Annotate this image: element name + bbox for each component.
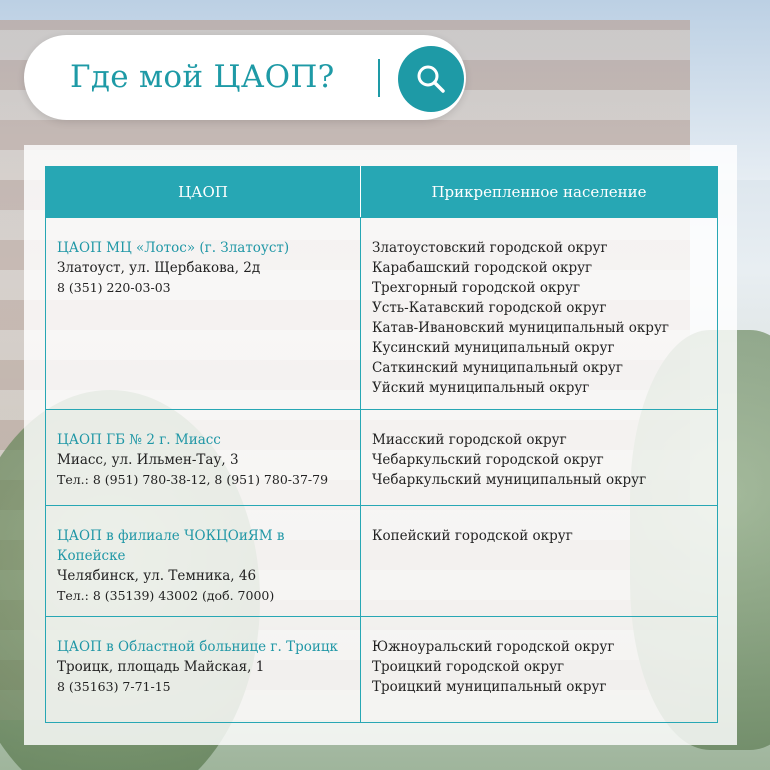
caop-cell xyxy=(46,506,361,617)
population-item: Уйский муниципальный округ xyxy=(372,380,590,396)
search-button[interactable] xyxy=(398,46,464,112)
table-row xyxy=(46,506,718,617)
divider xyxy=(378,59,380,97)
population-cell xyxy=(361,506,718,617)
caop-cell xyxy=(46,617,361,723)
caop-address: Челябинск, ул. Темника, 46 xyxy=(57,568,257,584)
caop-phone: Тел.: 8 (951) 780-38-12, 8 (951) 780-37-79 xyxy=(57,472,329,487)
table-row xyxy=(46,218,718,410)
caop-address: Златоуст, ул. Щербакова, 2д xyxy=(57,260,261,276)
population-cell xyxy=(361,617,718,723)
caop-address: Троицк, площадь Майская, 1 xyxy=(57,659,265,675)
population-cell xyxy=(361,410,718,506)
table-row xyxy=(46,617,718,723)
caop-phone: Тел.: 8 (35139) 43002 (доб. 7000) xyxy=(57,588,275,603)
population-item: Чебаркульский муниципальный округ xyxy=(372,472,647,488)
caop-cell xyxy=(46,410,361,506)
caop-name: ЦАОП в Областной больнице г. Троицк xyxy=(57,639,338,655)
population-item: Кусинский муниципальный округ xyxy=(372,340,615,356)
population-item: Усть-Катавский городской округ xyxy=(372,300,607,316)
search-icon xyxy=(415,63,447,95)
column-header-population: Прикрепленное население xyxy=(361,167,718,218)
search-header xyxy=(24,35,466,120)
population-item: Миасский городской округ xyxy=(372,432,567,448)
table-row xyxy=(46,410,718,506)
population-item: Южноуральский городской округ xyxy=(372,639,615,655)
page-title: Где мой ЦАОП? xyxy=(70,59,335,95)
population-item: Копейский городской округ xyxy=(372,528,573,544)
caop-name: ЦАОП МЦ «Лотос» (г. Златоуст) xyxy=(57,240,290,256)
caop-cell xyxy=(46,218,361,410)
caop-table xyxy=(45,166,718,723)
caop-name: ЦАОП ГБ № 2 г. Миасс xyxy=(57,432,221,448)
population-item: Чебаркульский городской округ xyxy=(372,452,604,468)
column-header-caop: ЦАОП xyxy=(46,167,361,218)
population-item: Троицкий городской округ xyxy=(372,659,565,675)
population-item: Карабашский городской округ xyxy=(372,260,593,276)
population-item: Катав-Ивановский муниципальный округ xyxy=(372,320,669,336)
table-header-row xyxy=(46,167,718,218)
caop-name: ЦАОП в филиале ЧОКЦОиЯМ в Копейске xyxy=(57,528,285,564)
caop-address: Миасс, ул. Ильмен-Тау, 3 xyxy=(57,452,239,468)
population-item: Златоустовский городской округ xyxy=(372,240,608,256)
population-item: Саткинский муниципальный округ xyxy=(372,360,623,376)
population-item: Троицкий муниципальный округ xyxy=(372,679,607,695)
caop-phone: 8 (35163) 7-71-15 xyxy=(57,679,171,694)
population-item: Трехгорный городской округ xyxy=(372,280,581,296)
caop-phone: 8 (351) 220-03-03 xyxy=(57,280,171,295)
population-cell xyxy=(361,218,718,410)
